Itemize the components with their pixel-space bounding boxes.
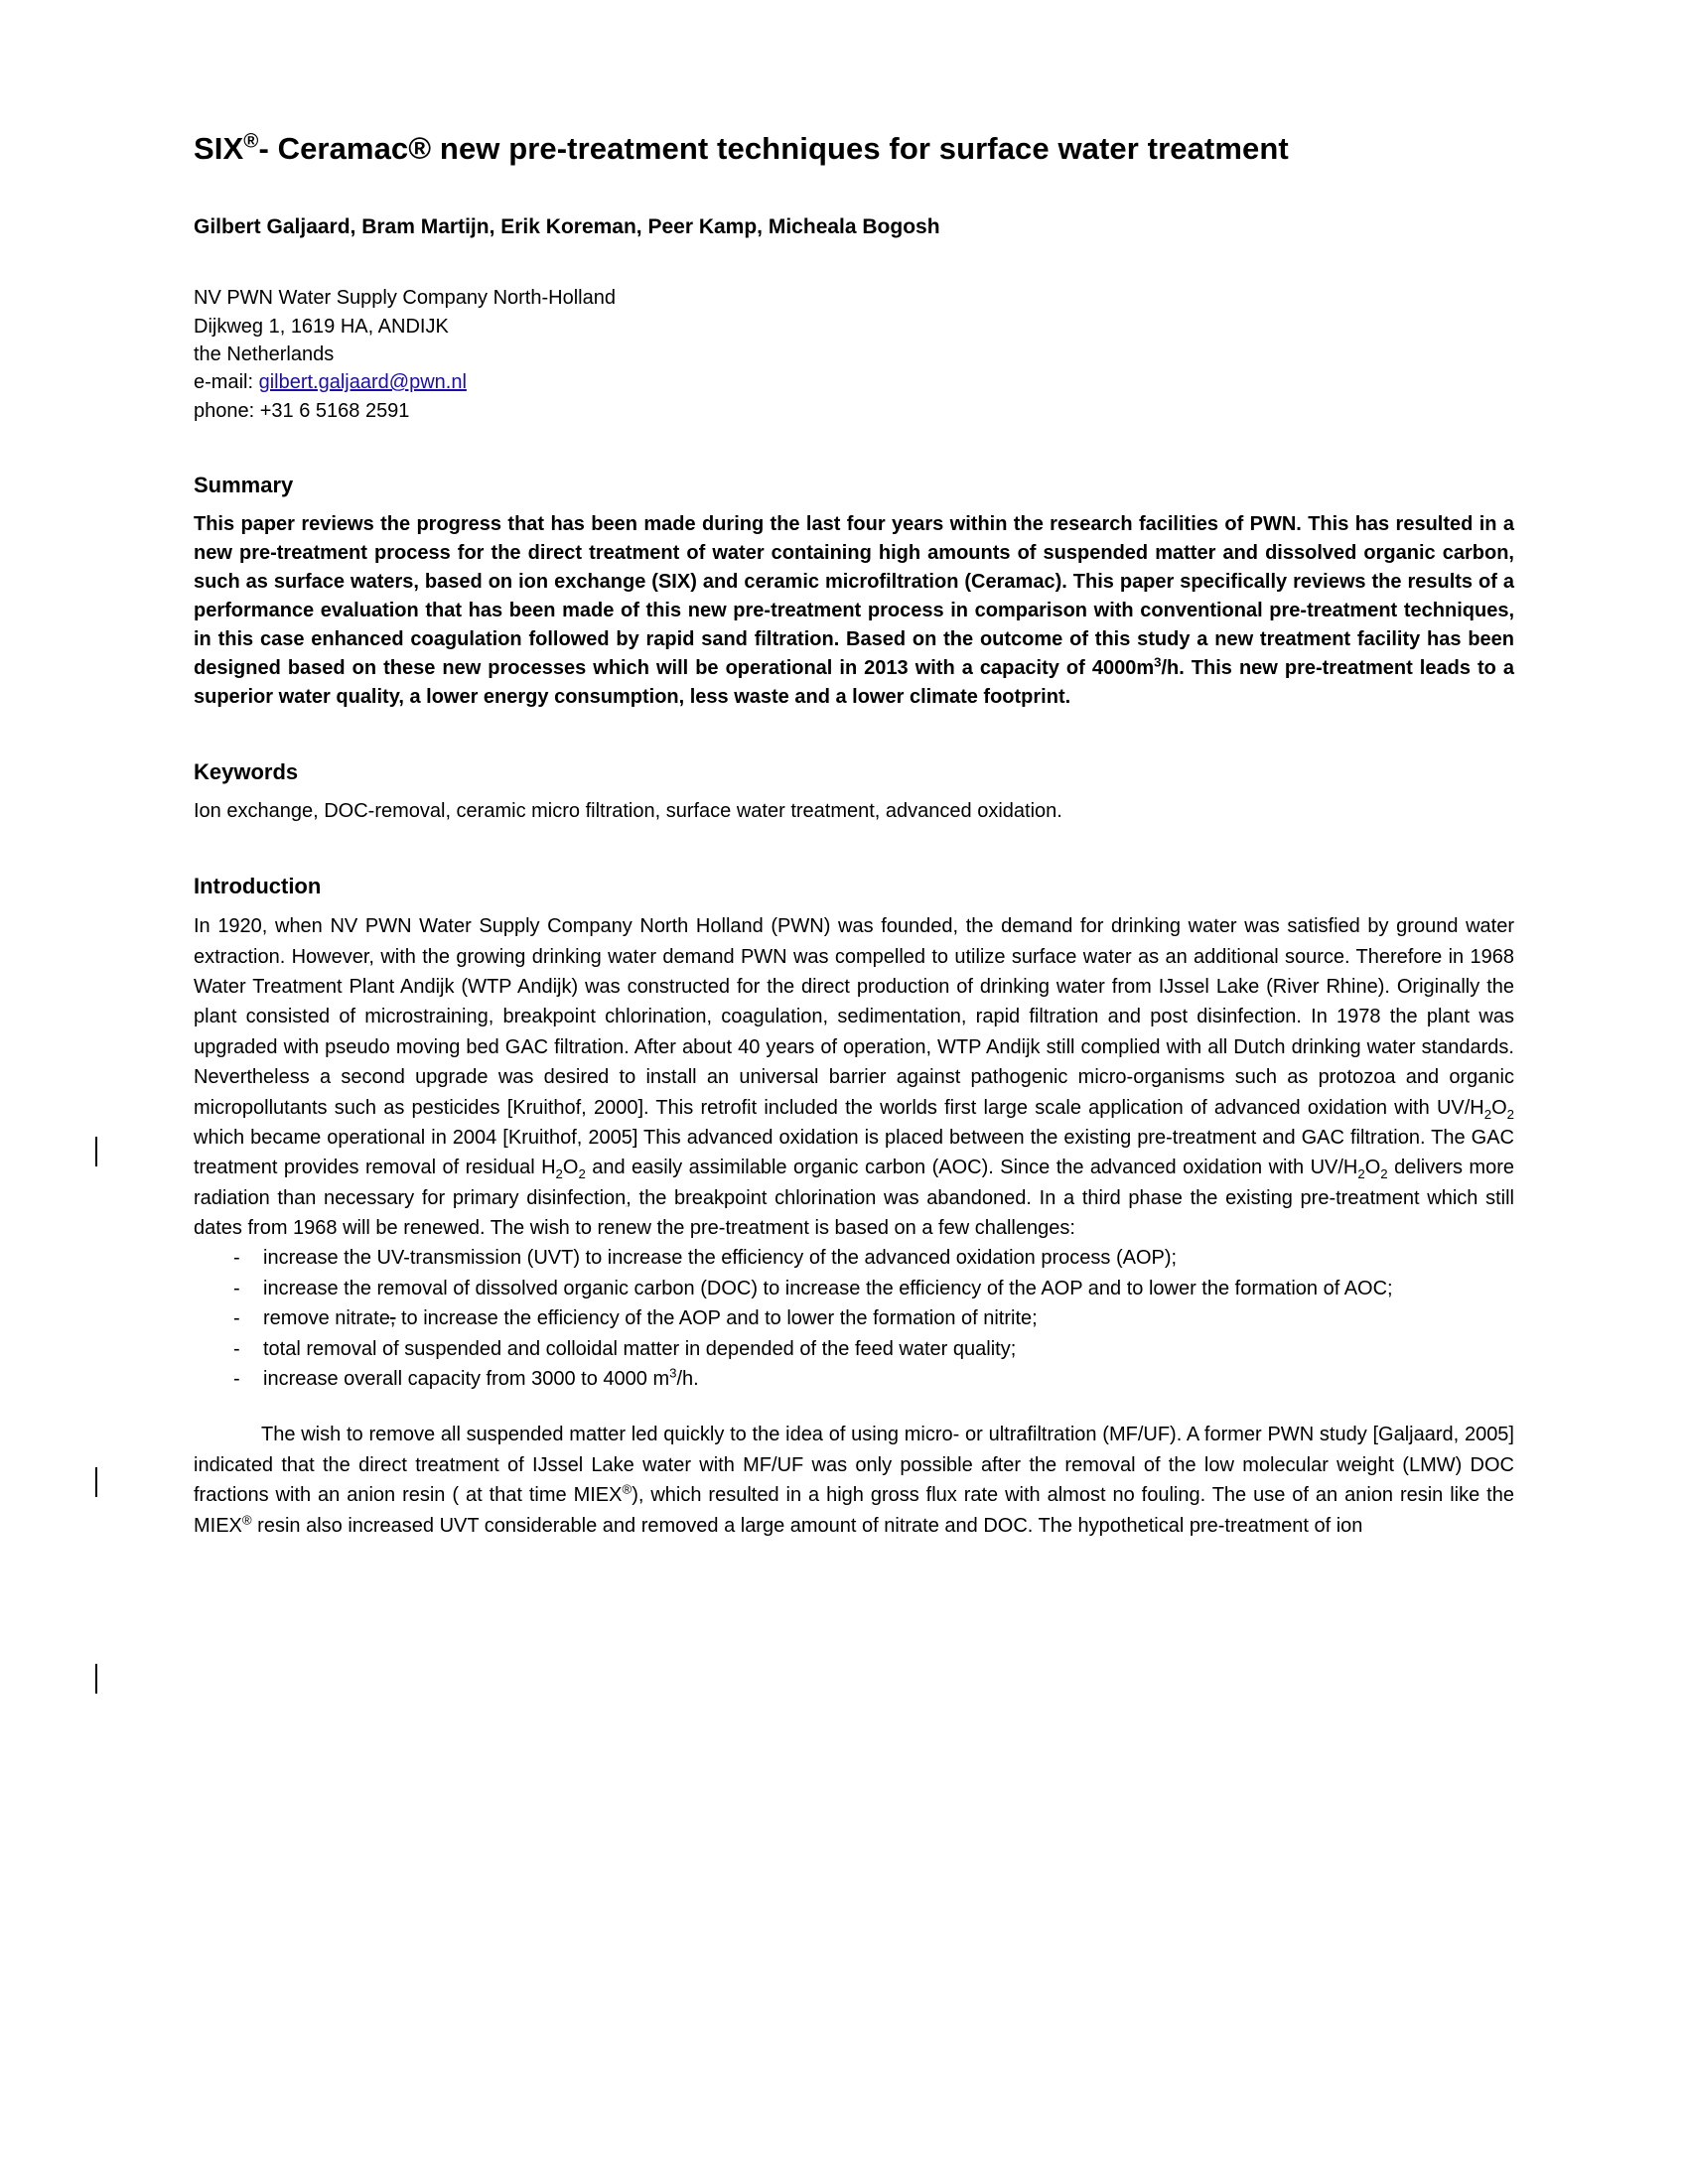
intro-p2-registered-2: ® [241, 1511, 252, 1527]
intro-p1-b: with the growing drinking water demand PWN was compelled to utilize surface water as an additional source. Therefore in 1968 Water Treatment Plant Andijk (WTP Andijk) was constructed for the direct production of drinking water from IJssel Lake (River Rhine). Originally the plant consisted of microstraining, breakpoint chlorination, coagulation, sedimentation, rapid filtration and post disinfection. In 1978 the plant was upgraded with pseudo moving bed GAC filtration. After about 40 years of operation, WTP Andijk still complied with all Dutch drinking water standards. Nevertheless a second upgrade was desired to install an universal barrier against pathogenic micro-organisms such as protozoa and organic micropollutants such as pesticides [Kruithof, 2000]. This retrofit included the worlds first large scale application of advanced oxidation with UV/H [194, 945, 1514, 1119]
intro-sub-2d: 2 [578, 1166, 586, 1182]
change-bar-1 [95, 1137, 97, 1166]
list-item-label-b: /h. [676, 1368, 699, 1391]
page-title [194, 129, 1514, 170]
summary-text-b: /h. This new pre-treatment leads to a superior water quality, a lower energy consumption, less waste and a lower climate footprint. [194, 657, 1514, 709]
introduction-paragraph-1 [194, 911, 1514, 1243]
list-item [194, 1364, 1514, 1394]
intro-p2-a: The wish to remove all suspended matter led quickly to the idea of using micro- or ultrafiltration (MF/UF). A former PWN study [Galjaard, 2005] indicated that the direct treatment of IJssel Lake water with MF/UF was only possible after the removal of the low molecular weight (LMW) DOC fractions with an anion resin ( at that time MIEX [194, 1424, 1514, 1507]
introduction-body [194, 911, 1514, 1541]
list-item-label-b: to increase the efficiency of the AOP and to lower the formation of nitrite; [395, 1307, 1038, 1330]
section-heading-introduction: Introduction [194, 874, 322, 899]
affiliation-country: the Netherlands [194, 342, 335, 365]
list-dash-icon: - [233, 1337, 240, 1360]
intro-sub-2f: 2 [1380, 1166, 1388, 1182]
intro-p1-e: O [562, 1157, 579, 1179]
intro-p1-h: delivers more radiation than necessary for primary disinfection [194, 1157, 1514, 1209]
title-text-part2: - Ceramac® new pre-treatment techniques for surface water treatment [258, 131, 1289, 166]
list-item-superscript-3: 3 [669, 1365, 677, 1381]
affiliation-phone: phone: +31 6 5168 2591 [194, 399, 410, 422]
list-item [194, 1243, 1514, 1273]
summary-superscript-3: 3 [1154, 654, 1162, 670]
intro-sub-2e: 2 [1357, 1166, 1365, 1182]
summary-text-a: This paper reviews the progress that has been made during the last four years within the research facilities of PWN. This has resulted in a new pre-treatment process for the direct treatment of water containing high amounts of suspended matter and dissolved organic carbon, such as surface waters, based on ion exchange (SIX) and ceramic microfiltration (Ceramac). This paper specifically reviews the results of a performance evaluation that has been made of this new pre-treatment process in comparison with conventional pre-treatment techniques, in this case enhanced coagulation followed by rapid sand filtration. Based on the outcome of this study a new treatment facility has been designed based on these new processes which will be operational in 2013 with a capacity of 4000m [194, 513, 1514, 680]
list-item [194, 1274, 1514, 1303]
email-label: e-mail: [194, 371, 259, 394]
intro-p1-d: which became operational in 2004 [Kruithof, 2005] This advanced oxidation is placed between the existing pre-treatment and GAC filtration. The GAC treatment provides removal of residual H [194, 1126, 1514, 1179]
list-dash-icon: - [233, 1368, 240, 1391]
intro-sub-2a: 2 [1483, 1106, 1492, 1122]
introduction-challenges-list [194, 1243, 1514, 1394]
list-item-label-a: remove nitrate [263, 1307, 390, 1330]
affiliation-organization: NV PWN Water Supply Company North-Holland [194, 287, 616, 310]
intro-p1-insert-comma-1: , [368, 945, 374, 968]
section-heading-summary: Summary [194, 473, 294, 498]
intro-sub-2b: 2 [1506, 1106, 1514, 1122]
list-item [194, 1303, 1514, 1333]
section-heading-keywords: Keywords [194, 759, 299, 785]
list-item-label-a: increase overall capacity from 3000 to 4000 m [263, 1368, 670, 1391]
list-item-label: total removal of suspended and colloidal matter in depended of the feed water quality; [263, 1337, 1017, 1360]
list-dash-icon: - [233, 1277, 240, 1299]
affiliation-email-line [194, 368, 1514, 396]
intro-p1-i: the breakpoint chlorination was abandoned. In a third phase the existing pre-treatment which still dates from 1968 will be renewed. The wish to renew the pre-treatment is based on a few challenges: [194, 1186, 1514, 1240]
list-item-label: increase the UV-transmission (UVT) to increase the efficiency of the advanced oxidation process (AOP); [263, 1247, 1178, 1270]
intro-p1-a: In 1920, when NV PWN Water Supply Company North Holland (PWN) was founded, the demand for drinking water was satisfied by ground water extraction. However [194, 915, 1514, 968]
affiliation-address: Dijkweg 1, 1619 HA, ANDIJK [194, 315, 449, 338]
list-item [194, 1334, 1514, 1364]
email-link[interactable]: gilbert.galjaard@pwn.nl [258, 371, 467, 394]
list-item-struck-comma: , [389, 1307, 396, 1330]
intro-p1-c: O [1491, 1096, 1507, 1119]
list-item-label: increase the removal of dissolved organic carbon (DOC) to increase the efficiency of the AOP and to lower the formation of AOC; [263, 1277, 1393, 1299]
keywords-body: Ion exchange, DOC-removal, ceramic micro filtration, surface water treatment, advanced oxidation. [194, 800, 1062, 823]
author-list: Gilbert Galjaard, Bram Martijn, Erik Koreman, Peer Kamp, Micheala Bogosh [194, 214, 940, 238]
title-text-part1: SIX [194, 131, 244, 166]
intro-p2-registered-1: ® [622, 1481, 633, 1497]
introduction-paragraph-2 [194, 1420, 1514, 1541]
intro-p2-c: resin also increased UVT considerable and removed a large amount of nitrate and DOC. The hypothetical pre-treatment of ion [251, 1514, 1363, 1537]
summary-body [194, 510, 1514, 712]
intro-p1-insert-comma-2: , [626, 1186, 632, 1209]
intro-sub-2c: 2 [555, 1166, 563, 1182]
affiliation-block [194, 284, 1514, 425]
list-dash-icon: - [233, 1307, 240, 1330]
intro-p1-f: and easily assimilable organic carbon (AOC). Since the advanced oxidation with UV/H [585, 1157, 1358, 1179]
list-dash-icon: - [233, 1247, 240, 1270]
title-registered-mark: ® [243, 129, 259, 153]
intro-p2-b: ), which resulted in a high gross flux rate with almost no fouling. The use of an anion resin like the MIEX [194, 1484, 1514, 1537]
change-bar-3 [95, 1664, 97, 1694]
intro-p1-g: O [1364, 1157, 1381, 1179]
change-bar-2 [95, 1467, 97, 1497]
